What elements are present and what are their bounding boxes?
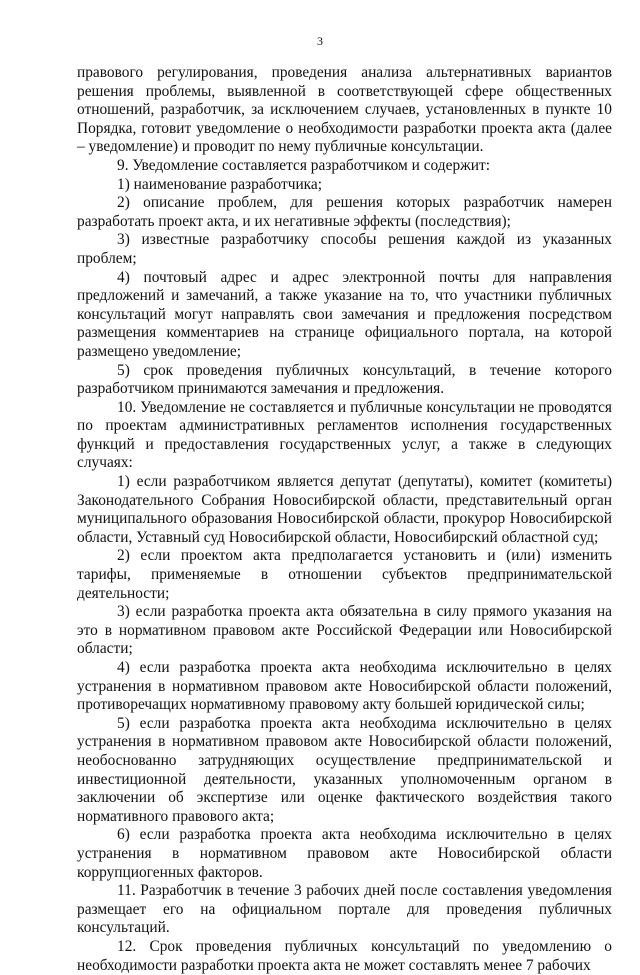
list-item: 1) наименование разработчика; [117,175,323,193]
list-item: 4) если разработка проекта акта необходима исключительно в целях устранения в нормативном правовом акте Новосибирской области положений, противоречащих нормативному правовому акту большей юридической силы; [77,659,612,714]
list-item: 2) описание проблем, для решения которых разработчик намерен разработать проект акта, и их негативные эффекты (последствия); [77,194,612,230]
list-item: 5) если разработка проекта акта необходима исключительно в целях устранения в нормативном правовом акте Новосибирской области положений, необоснованно затрудняющих осуществление предпринимательской и инвестиционной деятельности, указанных уполномоченным органом в заключении об экспертизе или оценке фактического воздействия такого нормативного правового акта; [77,714,612,825]
list-item: 3) известные разработчику способы решения каждой из указанных проблем; [77,231,612,267]
paragraph: 12. Срок проведения публичных консультаций по уведомлению о необходимости разработки проекта акта не может составлять менее 7 рабочих [77,937,612,974]
paragraph: правового регулирования, проведения анализа альтернативных вариантов решения проблемы, выявленной в соответствующей сфере общественных отношений, разработчик, за исключением случаев, установленных в пункте 10 Порядка, готовит уведомление о необходимости разработки проекта акта (далее – уведомление) и проводит по нему публичные консультации. [77,64,612,156]
list-item: 5) срок проведения публичных консультаций, в течение которого разработчиком принимаются замечания и предложения. [77,361,612,398]
list-item: 1) если разработчиком является депутат (депутаты), комитет (комитеты) Законодательного Собрания Новосибирской области, представительный орган муниципального образования Новосибирской области, прокурор Новосибирской области, Уставный суд Новосибирской области, Новосибирский областной суд; [77,473,612,546]
page-number: 3 [317,34,323,48]
list-item: 6) если разработка проекта акта необходима исключительно в целях устранения в нормативном правовом акте Новосибирской области коррупциогенных факторов. [77,826,612,881]
list-item: 3) если разработка проекта акта обязательна в силу прямого указания на это в нормативном правовом акте Российской Федерации или Новосибирской области; [77,603,612,658]
paragraph: 9. Уведомление составляется разработчиком и содержит: [117,156,491,174]
paragraph: 10. Уведомление не составляется и публичные консультации не проводятся по проектам административных регламентов исполнения государственных функций и предоставления государственных услуг, а также в следующих случаях: [77,398,612,472]
list-item: 2) если проектом акта предполагается установить и (или) изменить тарифы, применяемые в отношении субъектов предпринимательской деятельности; [77,547,612,602]
paragraph: 11. Разработчик в течение 3 рабочих дней после составления уведомления размещает его на официальном портале для проведения публичных консультаций. [77,882,612,937]
list-item: 4) почтовый адрес и адрес электронной почты для направления предложений и замечаний, а также указание на то, что участники публичных консультаций могут направлять свои замечания и предложения посредством размещения комментариев на странице официального портала, на которой размещено уведомление; [77,268,612,360]
document-body [77,64,612,975]
